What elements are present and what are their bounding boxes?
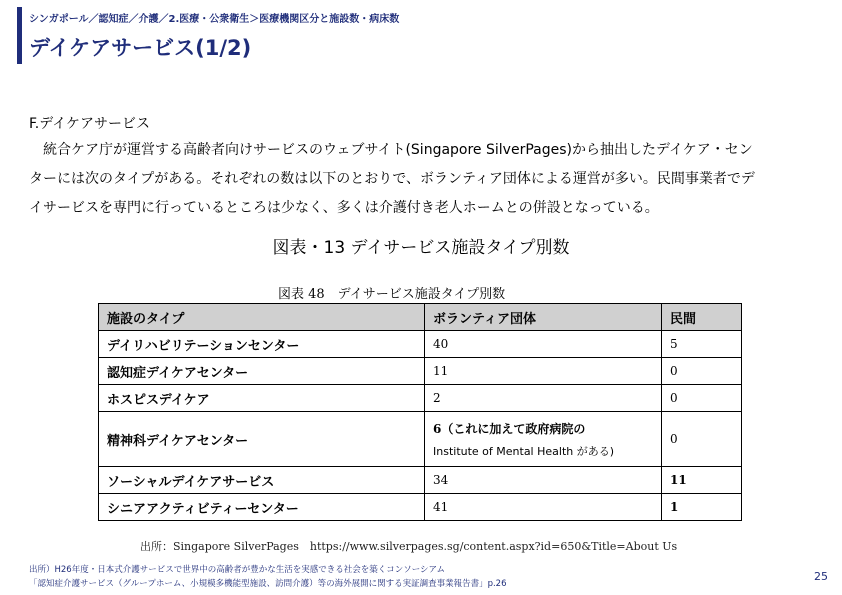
volunteer-count-cell: [425, 412, 662, 467]
facility-type-cell: ホスピスデイケア: [99, 385, 425, 412]
table-row: [99, 331, 742, 358]
facility-type-table: [98, 303, 742, 521]
facility-type-cell: 精神科デイケアセンター: [99, 412, 425, 467]
table-header-row: [99, 304, 742, 331]
column-header-facility-type: 施設のタイプ: [99, 304, 425, 331]
breadcrumb: シンガポール／認知症／介護／2.医療・公衆衛生＞医療機関区分と施設数・病床数: [29, 14, 400, 25]
body-line: イサービスを専門に行っているところは少なく、多くは介護付き老人ホームとの併設となっている。: [29, 200, 659, 216]
facility-type-cell: デイリハビリテーションセンター: [99, 331, 425, 358]
volunteer-count-cell: 34: [425, 467, 662, 494]
page-number: 25: [814, 570, 828, 583]
table-source: 出所：Singapore SilverPages https://www.silverpages.sg/content.aspx?id=650&Title=About Us: [140, 540, 678, 553]
volunteer-count-cell: 41: [425, 494, 662, 521]
table-row: [99, 412, 742, 467]
page-title: デイケアサービス(1/2): [29, 36, 252, 60]
body-paragraph: [29, 136, 819, 223]
volunteer-count-cell: 40: [425, 331, 662, 358]
volunteer-count-cell: 2: [425, 385, 662, 412]
section-heading: F.デイケアサービス: [29, 116, 150, 132]
private-count-cell: 11: [662, 467, 742, 494]
table-row: [99, 358, 742, 385]
facility-type-cell: ソーシャルデイケアサービス: [99, 467, 425, 494]
table-caption: 図表 48 デイサービス施設タイプ別数: [278, 287, 506, 302]
facility-type-cell: シニアアクティビティーセンター: [99, 494, 425, 521]
figure-caption: 図表・13 デイサービス施設タイプ別数: [272, 238, 570, 258]
body-line: ターには次のタイプがある。それぞれの数は以下のとおりで、ボランティア団体による運営が多い。民間事業者でデ: [29, 171, 755, 187]
table-row: [99, 467, 742, 494]
private-count-cell: 5: [662, 331, 742, 358]
table-row: [99, 494, 742, 521]
volunteer-count-cell: 11: [425, 358, 662, 385]
column-header-volunteer: ボランティア団体: [425, 304, 662, 331]
facility-type-cell: 認知症デイケアセンター: [99, 358, 425, 385]
table-row: [99, 385, 742, 412]
footnote-line: 出所）H26年度・日本式介護サービスで世界中の高齢者が豊かな生活を実感できる社会を築くコンソーシアム: [29, 565, 445, 575]
private-count-cell: 1: [662, 494, 742, 521]
volunteer-count-note: Institute of Mental Health がある): [433, 444, 615, 458]
volunteer-count-text: 6（これに加えて政府病院の: [433, 421, 586, 436]
title-accent-bar: [17, 7, 22, 64]
body-line: 統合ケア庁が運営する高齢者向けサービスのウェブサイト(Singapore SilverPages)から抽出したデイケア・セン: [29, 142, 753, 158]
footnote-line: 「認知症介護サービス（グループホーム、小規模多機能型施設、訪問介護）等の海外展開に関する実証調査事業報告書」p.26: [29, 579, 507, 589]
private-count-cell: 0: [662, 358, 742, 385]
column-header-private: 民間: [662, 304, 742, 331]
private-count-cell: 0: [662, 385, 742, 412]
footnote: [29, 563, 507, 591]
private-count-cell: 0: [662, 412, 742, 467]
